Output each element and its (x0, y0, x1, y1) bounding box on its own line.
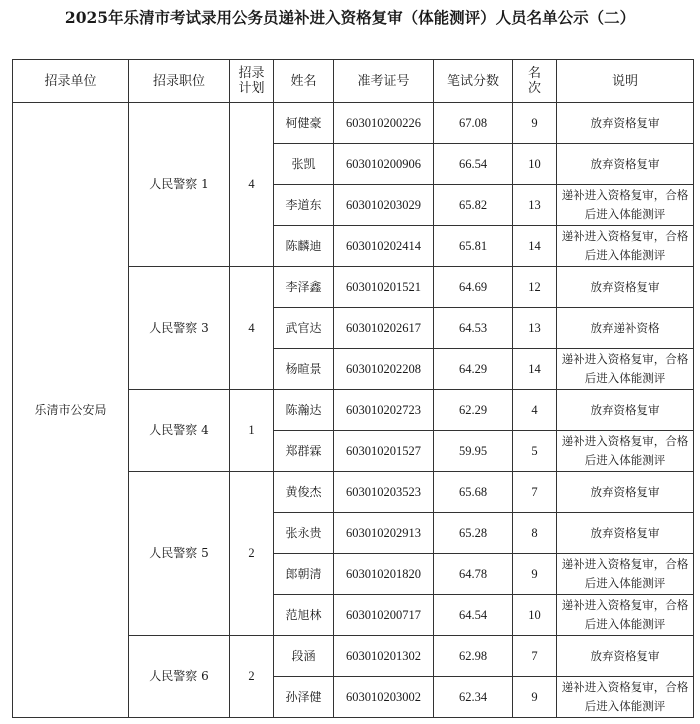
note-cell: 递补进入资格复审，合格后进入体能测评 (557, 554, 694, 595)
rank-cell: 12 (513, 267, 557, 308)
header-note: 说明 (557, 60, 694, 103)
note-cell: 放弃资格复审 (557, 636, 694, 677)
note-cell: 放弃资格复审 (557, 103, 694, 144)
exam-no-cell: 603010200226 (334, 103, 434, 144)
score-cell: 66.54 (434, 144, 513, 185)
name-cell: 张永贵 (274, 513, 334, 554)
name-cell: 张凯 (274, 144, 334, 185)
position-cell: 人民警察 6 (129, 636, 230, 718)
name-cell: 段涵 (274, 636, 334, 677)
rank-cell: 14 (513, 226, 557, 267)
exam-no-cell: 603010200717 (334, 595, 434, 636)
score-cell: 59.95 (434, 431, 513, 472)
score-cell: 62.34 (434, 677, 513, 718)
note-cell: 放弃递补资格 (557, 308, 694, 349)
position-cell: 人民警察 1 (129, 103, 230, 267)
header-rank (513, 60, 557, 103)
exam-no-cell: 603010203002 (334, 677, 434, 718)
rank-cell: 9 (513, 554, 557, 595)
note-cell: 递补进入资格复审，合格后进入体能测评 (557, 431, 694, 472)
header-score: 笔试分数 (434, 60, 513, 103)
exam-no-cell: 603010202414 (334, 226, 434, 267)
name-cell: 杨暄景 (274, 349, 334, 390)
exam-no-cell: 603010203029 (334, 185, 434, 226)
candidate-table (12, 59, 694, 718)
rank-cell: 5 (513, 431, 557, 472)
note-cell: 放弃资格复审 (557, 144, 694, 185)
exam-no-cell: 603010201527 (334, 431, 434, 472)
plan-cell: 2 (230, 636, 274, 718)
rank-cell: 4 (513, 390, 557, 431)
exam-no-cell: 603010200906 (334, 144, 434, 185)
exam-no-cell: 603010201521 (334, 267, 434, 308)
header-rank-text: 名次 (527, 66, 541, 96)
table-row (13, 103, 694, 144)
name-cell: 郑群霖 (274, 431, 334, 472)
position-cell: 人民警察 4 (129, 390, 230, 472)
score-cell: 62.29 (434, 390, 513, 431)
name-cell: 黄俊杰 (274, 472, 334, 513)
position-cell: 人民警察 5 (129, 472, 230, 636)
rank-cell: 8 (513, 513, 557, 554)
table-header-row (13, 60, 694, 103)
exam-no-cell: 603010202723 (334, 390, 434, 431)
plan-cell: 4 (230, 103, 274, 267)
table-body (13, 103, 694, 718)
name-cell: 郎朝清 (274, 554, 334, 595)
score-cell: 64.53 (434, 308, 513, 349)
unit-cell: 乐清市公安局 (13, 103, 129, 718)
exam-no-cell: 603010202617 (334, 308, 434, 349)
name-cell: 武官达 (274, 308, 334, 349)
score-cell: 65.28 (434, 513, 513, 554)
rank-cell: 7 (513, 636, 557, 677)
document-title: 2025年乐清市考试录用公务员递补进入资格复审（体能测评）人员名单公示（二） (64, 8, 636, 27)
rank-cell: 9 (513, 103, 557, 144)
score-cell: 65.68 (434, 472, 513, 513)
score-cell: 64.29 (434, 349, 513, 390)
exam-no-cell: 603010202208 (334, 349, 434, 390)
rank-cell: 13 (513, 308, 557, 349)
rank-cell: 7 (513, 472, 557, 513)
name-cell: 李道东 (274, 185, 334, 226)
rank-cell: 13 (513, 185, 557, 226)
plan-cell: 4 (230, 267, 274, 390)
header-unit: 招录单位 (13, 60, 129, 103)
name-cell: 孙泽健 (274, 677, 334, 718)
note-cell: 递补进入资格复审，合格后进入体能测评 (557, 595, 694, 636)
rank-cell: 9 (513, 677, 557, 718)
note-cell: 递补进入资格复审，合格后进入体能测评 (557, 185, 694, 226)
plan-cell: 1 (230, 390, 274, 472)
note-cell: 放弃资格复审 (557, 513, 694, 554)
rank-cell: 10 (513, 595, 557, 636)
name-cell: 李泽鑫 (274, 267, 334, 308)
note-cell: 递补进入资格复审，合格后进入体能测评 (557, 677, 694, 718)
plan-cell: 2 (230, 472, 274, 636)
score-cell: 67.08 (434, 103, 513, 144)
note-cell: 放弃资格复审 (557, 472, 694, 513)
position-cell: 人民警察 3 (129, 267, 230, 390)
header-name: 姓名 (274, 60, 334, 103)
header-plan-text: 招录计划 (238, 66, 265, 96)
exam-no-cell: 603010201820 (334, 554, 434, 595)
exam-no-cell: 603010201302 (334, 636, 434, 677)
score-cell: 64.69 (434, 267, 513, 308)
note-cell: 放弃资格复审 (557, 267, 694, 308)
rank-cell: 14 (513, 349, 557, 390)
score-cell: 62.98 (434, 636, 513, 677)
note-cell: 递补进入资格复审，合格后进入体能测评 (557, 226, 694, 267)
rank-cell: 10 (513, 144, 557, 185)
score-cell: 65.82 (434, 185, 513, 226)
header-exam-no: 准考证号 (334, 60, 434, 103)
name-cell: 陈瀚达 (274, 390, 334, 431)
score-cell: 64.54 (434, 595, 513, 636)
exam-no-cell: 603010202913 (334, 513, 434, 554)
name-cell: 柯健豪 (274, 103, 334, 144)
score-cell: 64.78 (434, 554, 513, 595)
exam-no-cell: 603010203523 (334, 472, 434, 513)
score-cell: 65.81 (434, 226, 513, 267)
note-cell: 递补进入资格复审，合格后进入体能测评 (557, 349, 694, 390)
header-plan (230, 60, 274, 103)
name-cell: 陈麟迪 (274, 226, 334, 267)
header-position: 招录职位 (129, 60, 230, 103)
name-cell: 范旭林 (274, 595, 334, 636)
note-cell: 放弃资格复审 (557, 390, 694, 431)
